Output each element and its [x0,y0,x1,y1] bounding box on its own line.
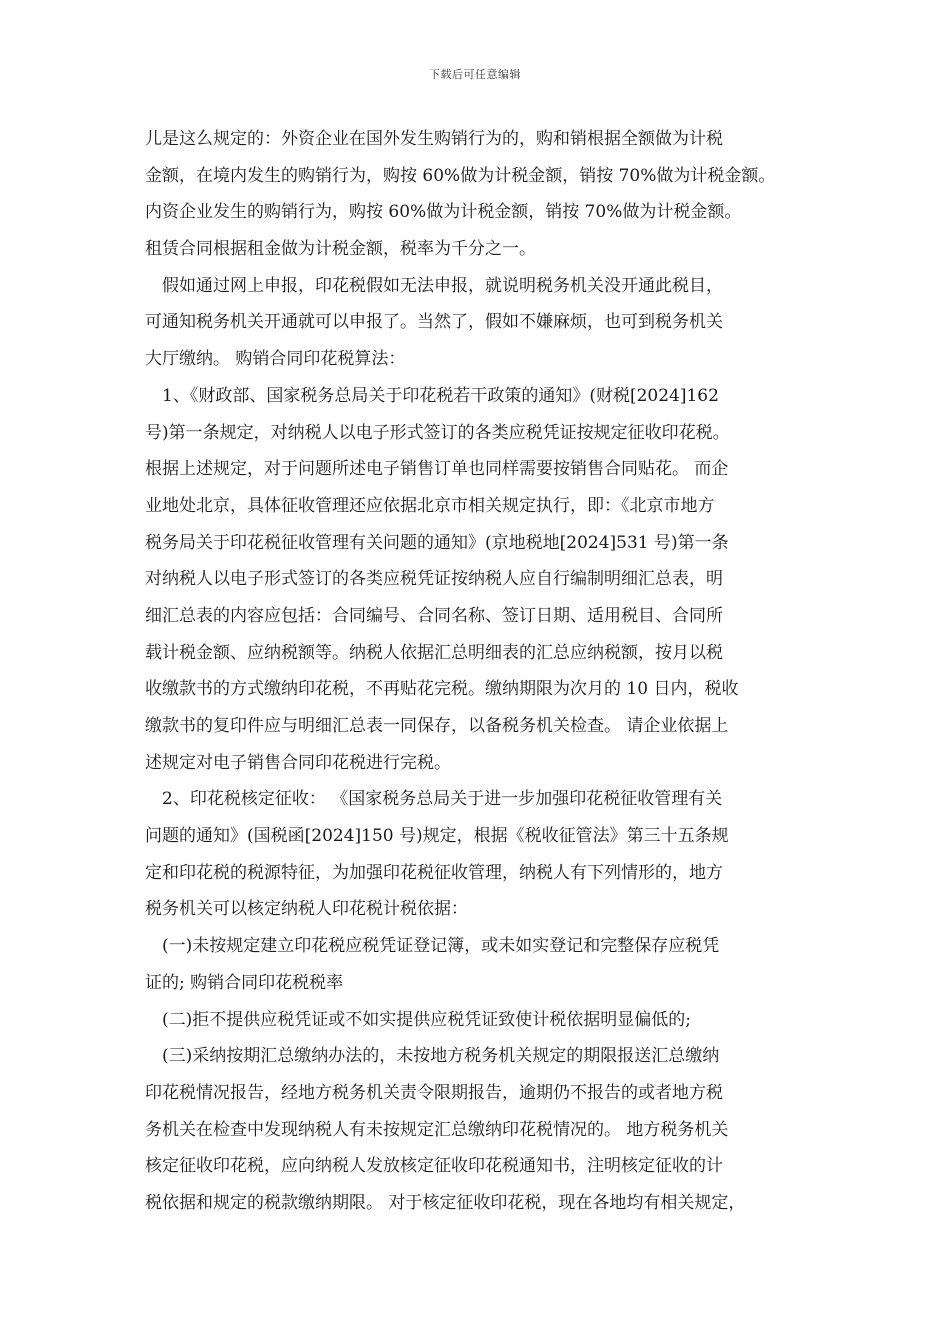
text-line: 大厅缴纳。 购销合同印花税算法： [145,349,406,370]
text-line: 号)第一条规定，对纳税人以电子形式签订的各类应税凭证按规定征收印花税。 [145,422,730,443]
text-line: 金额，在境内发生的购销行为，购按 60%做为计税金额，销按 70%做为计税金额。 [145,165,776,186]
text-line: 证的; 购销合同印花税税率 [145,972,344,993]
text-line: 内资企业发生的购销行为，购按 60%做为计税金额，销按 70%做为计税金额。 [145,202,742,223]
text-line: 业地处北京，具体征收管理还应依据北京市相关规定执行，即：《北京市地方 [145,495,715,516]
text-line: 细汇总表的内容应包括：合同编号、合同名称、签订日期、适用税目、合同所 [145,605,723,626]
text-line: 对纳税人以电子形式签订的各类应税凭证按纳税人应自行编制明细汇总表，明 [145,569,723,590]
text-line: 可通知税务机关开通就可以申报了。当然了，假如不嫌麻烦，也可到税务机关 [145,312,723,333]
text-line: 收缴款书的方式缴纳印花税，不再贴花完税。缴纳期限为次月的 10 日内，税收 [145,679,739,700]
text-line: (一)未按规定建立印花税应税凭证登记簿，或未如实登记和完整保存应税凭 [145,936,720,957]
text-line: 核定征收印花税，应向纳税人发放核定征收印花税通知书，注明核定征收的计 [145,1156,723,1177]
text-line: 载计税金额、应纳税额等。纳税人依据汇总明细表的汇总应纳税额，按月以税 [145,642,723,663]
document-body [145,121,825,1222]
text-line: (三)采纳按期汇总缴纳办法的，未按地方税务机关规定的期限报送汇总缴纳 [145,1046,720,1067]
text-line: 述规定对电子销售合同印花税进行完税。 [145,752,451,773]
text-line: 根据上述规定，对于问题所述电子销售订单也同样需要按销售合同贴花。 而企 [145,459,729,480]
text-line: 定和印花税的税源特征，为加强印花税征收管理，纳税人有下列情形的，地方 [145,862,723,883]
text-line: 2、印花税核定征收： 《国家税务总局关于进一步加强印花税征收管理有关 [145,789,723,810]
text-line: 假如通过网上申报，印花税假如无法申报，就说明税务机关没开通此税目， [145,275,723,296]
text-line: 税依据和规定的税款缴纳期限。 对于核定征收印花税，现在各地均有相关规定， [145,1192,746,1213]
text-line: 儿是这么规定的：外资企业在国外发生购销行为的，购和销根据全额做为计税 [145,129,723,149]
text-line: 缴款书的复印件应与明细汇总表一同保存，以备税务机关检查。 请企业依据上 [145,716,729,736]
text-line: 租赁合同根据租金做为计税金额，税率为千分之一。 [145,239,536,260]
text-line: (二)拒不提供应税凭证或不如实提供应税凭证致使计税依据明显偏低的; [145,1009,691,1030]
text-line: 务机关在检查中发现纳税人有未按规定汇总缴纳印花税情况的。 地方税务机关 [145,1119,729,1140]
text-line: 印花税情况报告，经地方税务机关责令限期报告，逾期仍不报告的或者地方税 [145,1082,723,1103]
text-line: 税务机关可以核定纳税人印花税计税依据： [145,899,468,920]
page-header: 下载后可任意编辑 [429,68,521,81]
text-line: 问题的通知》(国税函[2024]150 号)规定，根据《税收征管法》第三十五条规 [145,826,729,847]
text-line: 税务局关于印花税征收管理有关问题的通知》(京地税地[2024]531 号)第一条 [145,532,729,553]
text-line: 1、《财政部、国家税务总局关于印花税若干政策的通知》(财税[2024]162 [145,385,719,406]
